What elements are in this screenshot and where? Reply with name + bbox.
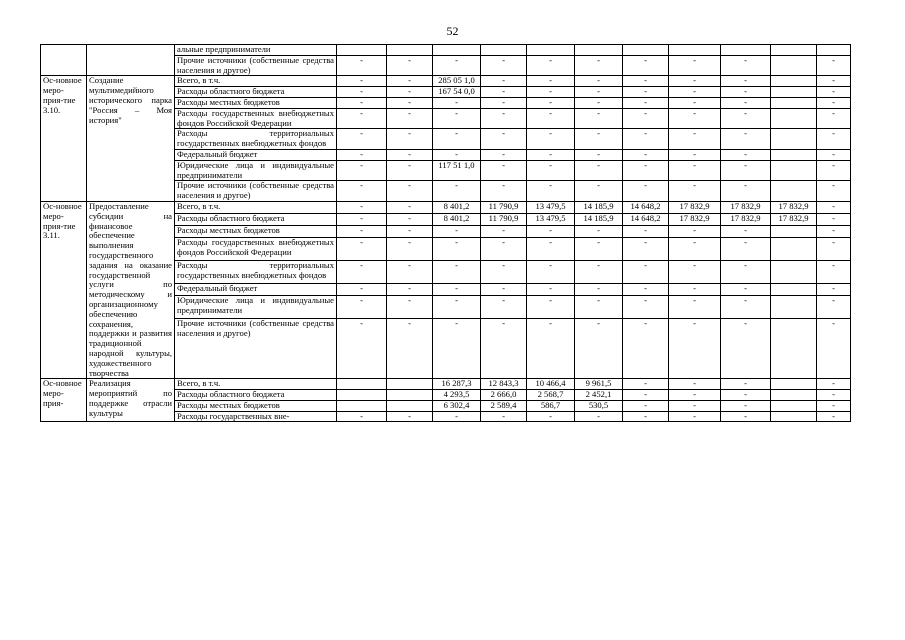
table-cell: Расходы местных бюджетов (175, 97, 337, 108)
table-cell (387, 379, 433, 390)
table-cell (771, 160, 817, 181)
table-cell: - (817, 160, 851, 181)
table-cell: - (817, 296, 851, 319)
table-cell: - (623, 238, 669, 261)
table-cell: - (817, 55, 851, 76)
table-cell: - (721, 149, 771, 160)
table-cell: - (575, 55, 623, 76)
table-row (41, 76, 851, 87)
table-cell: - (721, 400, 771, 411)
table-cell (669, 45, 721, 56)
table-cell: - (669, 76, 721, 87)
table-cell: - (623, 261, 669, 284)
table-cell: 17 832,9 (669, 214, 721, 226)
table-cell: - (387, 129, 433, 150)
table-cell: Всего, в т.ч. (175, 201, 337, 213)
table-cell: - (575, 261, 623, 284)
table-cell (817, 45, 851, 56)
table-cell: - (527, 129, 575, 150)
table-cell: Всего, в т.ч. (175, 76, 337, 87)
table-cell: 2 666,0 (481, 390, 527, 401)
table-cell: - (481, 129, 527, 150)
table-cell: - (817, 319, 851, 379)
table-cell: - (669, 226, 721, 238)
table-cell: - (433, 129, 481, 150)
table-cell: - (527, 55, 575, 76)
table-cell: - (721, 411, 771, 422)
table-cell: - (721, 76, 771, 87)
table-cell (337, 45, 387, 56)
table-cell: - (433, 226, 481, 238)
table-cell: - (575, 160, 623, 181)
table-cell: - (623, 181, 669, 202)
table-cell: Всего, в т.ч. (175, 379, 337, 390)
table-cell (433, 45, 481, 56)
table-cell: 17 832,9 (721, 201, 771, 213)
table-cell: - (337, 214, 387, 226)
table-cell: - (433, 108, 481, 129)
table-cell: - (721, 160, 771, 181)
table-cell: - (721, 296, 771, 319)
table-cell (771, 411, 817, 422)
table-cell: 13 479,5 (527, 214, 575, 226)
table-cell: 8 401,2 (433, 214, 481, 226)
table-cell: - (527, 319, 575, 379)
table-cell: - (817, 214, 851, 226)
table-cell (87, 45, 175, 76)
table-cell: - (623, 296, 669, 319)
table-cell: - (387, 97, 433, 108)
table-cell: - (817, 379, 851, 390)
table-cell: - (623, 226, 669, 238)
table-cell: - (481, 261, 527, 284)
table-cell: - (481, 238, 527, 261)
table-cell: - (527, 284, 575, 296)
table-cell: - (527, 296, 575, 319)
table-cell: - (527, 411, 575, 422)
table-cell: Расходы территориальных государственных внебюджетных фондов (175, 129, 337, 150)
table-cell: - (623, 284, 669, 296)
table-cell (771, 379, 817, 390)
page-number: 52 (446, 24, 459, 38)
table-cell: - (433, 149, 481, 160)
table-cell: 285 05 1,0 (433, 76, 481, 87)
table-cell: - (721, 129, 771, 150)
table-cell: 167 54 0,0 (433, 87, 481, 98)
table-cell: - (669, 149, 721, 160)
table-cell: - (337, 149, 387, 160)
table-cell: - (817, 87, 851, 98)
table-cell: - (575, 411, 623, 422)
table-cell: - (337, 129, 387, 150)
table-cell: - (337, 108, 387, 129)
table-cell: - (817, 201, 851, 213)
table-cell (771, 390, 817, 401)
table-cell: - (481, 160, 527, 181)
table-cell: Расходы местных бюджетов (175, 226, 337, 238)
table-cell: - (721, 261, 771, 284)
table-cell: - (481, 319, 527, 379)
table-cell: 530,5 (575, 400, 623, 411)
table-cell: - (623, 87, 669, 98)
table-cell: - (817, 129, 851, 150)
table-cell: - (669, 261, 721, 284)
table-cell: - (481, 97, 527, 108)
table-cell: - (623, 55, 669, 76)
table-cell: - (721, 319, 771, 379)
table-cell: - (527, 261, 575, 284)
table-cell: - (337, 201, 387, 213)
table-cell: Прочие источники (собственные средства населения и другое) (175, 181, 337, 202)
table-cell: - (623, 390, 669, 401)
table-cell: Прочие источники (собственные средства населения и другое) (175, 55, 337, 76)
table-cell: - (817, 238, 851, 261)
table-cell: - (575, 319, 623, 379)
table-cell: 14 648,2 (623, 214, 669, 226)
table-cell: - (669, 181, 721, 202)
table-cell: - (481, 226, 527, 238)
table-cell: - (527, 160, 575, 181)
table-cell: - (721, 55, 771, 76)
table-cell: - (669, 238, 721, 261)
table-cell: - (527, 149, 575, 160)
table-cell: - (817, 181, 851, 202)
table-cell (771, 296, 817, 319)
budget-table (40, 44, 851, 422)
table-cell: - (669, 390, 721, 401)
table-cell (527, 45, 575, 56)
table-cell (337, 379, 387, 390)
table-cell: - (387, 296, 433, 319)
table-cell (771, 238, 817, 261)
table-cell: - (337, 55, 387, 76)
table-cell: 586,7 (527, 400, 575, 411)
table-cell: - (481, 76, 527, 87)
table-row (41, 201, 851, 213)
table-cell (771, 87, 817, 98)
table-cell: - (575, 284, 623, 296)
table-cell (771, 97, 817, 108)
table-cell: - (669, 129, 721, 150)
table-cell: - (527, 87, 575, 98)
table-cell: - (387, 87, 433, 98)
table-cell: - (669, 400, 721, 411)
table-cell: - (575, 97, 623, 108)
table-cell: Юридические лица и индивидуальные предприниматели (175, 160, 337, 181)
measure-code-cell: Ос-новное меро-прия-тие 3.11. (41, 201, 87, 378)
table-cell: - (817, 108, 851, 129)
table-cell: - (337, 296, 387, 319)
table-cell: - (575, 296, 623, 319)
table-cell: - (481, 55, 527, 76)
table-cell: - (575, 87, 623, 98)
table-cell: - (433, 97, 481, 108)
table-cell (771, 76, 817, 87)
table-cell: - (575, 149, 623, 160)
table-cell: - (527, 97, 575, 108)
measure-code-cell: Ос-новное меро-прия-тие 3.10. (41, 76, 87, 202)
table-cell: - (481, 296, 527, 319)
table-cell: - (575, 181, 623, 202)
table-cell: 11 790,9 (481, 201, 527, 213)
table-cell: 10 466,4 (527, 379, 575, 390)
table-cell: - (527, 76, 575, 87)
table-cell (771, 261, 817, 284)
table-cell: - (387, 411, 433, 422)
table-cell: - (337, 160, 387, 181)
table-cell: - (433, 181, 481, 202)
table-cell: 13 479,5 (527, 201, 575, 213)
table-cell: - (817, 226, 851, 238)
table-cell: - (575, 76, 623, 87)
table-cell: альные предприниматели (175, 45, 337, 56)
measure-code-cell: Ос-новное меро-прия- (41, 379, 87, 422)
table-cell: 2 452,1 (575, 390, 623, 401)
table-cell: - (481, 411, 527, 422)
table-cell: - (721, 284, 771, 296)
table-cell: - (721, 238, 771, 261)
table-row (41, 45, 851, 56)
table-cell: - (337, 238, 387, 261)
table-cell (771, 319, 817, 379)
table-cell: - (337, 411, 387, 422)
table-cell: - (669, 284, 721, 296)
table-cell: 6 302,4 (433, 400, 481, 411)
table-cell: - (337, 181, 387, 202)
table-cell: 16 287,3 (433, 379, 481, 390)
table-cell: - (433, 296, 481, 319)
table-cell: - (433, 319, 481, 379)
measure-name-cell: Реализация мероприятий по поддержке отрасли культуры (87, 379, 175, 422)
table-cell: - (623, 76, 669, 87)
table-cell: 17 832,9 (771, 214, 817, 226)
table-cell: - (527, 108, 575, 129)
table-cell: - (721, 181, 771, 202)
table-cell (41, 45, 87, 76)
table-cell: - (669, 160, 721, 181)
table-cell: 17 832,9 (721, 214, 771, 226)
table-cell (771, 45, 817, 56)
table-cell: - (337, 97, 387, 108)
table-cell: - (575, 238, 623, 261)
table-cell: - (669, 411, 721, 422)
table-cell: 11 790,9 (481, 214, 527, 226)
table-cell: - (575, 129, 623, 150)
table-cell (387, 45, 433, 56)
table-cell: - (817, 284, 851, 296)
table-cell: - (721, 226, 771, 238)
table-cell: - (721, 390, 771, 401)
table-cell: Расходы областного бюджета (175, 87, 337, 98)
table-cell: Расходы областного бюджета (175, 390, 337, 401)
table-cell: - (387, 238, 433, 261)
table-cell (771, 284, 817, 296)
table-cell: - (387, 214, 433, 226)
table-cell: - (337, 261, 387, 284)
table-cell (771, 129, 817, 150)
table-cell: - (481, 108, 527, 129)
table-cell: - (481, 87, 527, 98)
table-cell: - (721, 97, 771, 108)
table-cell: - (817, 261, 851, 284)
table-row (41, 379, 851, 390)
table-cell: - (623, 379, 669, 390)
table-cell: - (575, 226, 623, 238)
table-cell: Расходы территориальных государственных внебюджетных фондов (175, 261, 337, 284)
table-cell (623, 45, 669, 56)
table-cell: - (623, 400, 669, 411)
table-cell: Расходы государственных вне- (175, 411, 337, 422)
table-cell: - (817, 97, 851, 108)
table-cell: - (387, 319, 433, 379)
table-cell: Прочие источники (собственные средства населения и другое) (175, 319, 337, 379)
table-cell (771, 108, 817, 129)
table-cell: - (721, 108, 771, 129)
table-cell (771, 226, 817, 238)
table-cell: - (527, 226, 575, 238)
table-cell: Федеральный бюджет (175, 149, 337, 160)
table-cell: - (817, 76, 851, 87)
table-cell: - (387, 149, 433, 160)
table-cell: - (817, 149, 851, 160)
table-cell: - (623, 108, 669, 129)
table-cell: - (337, 319, 387, 379)
table-cell: - (721, 379, 771, 390)
table-cell: - (387, 160, 433, 181)
table-cell: - (481, 149, 527, 160)
table-cell: - (387, 55, 433, 76)
table-cell: - (669, 319, 721, 379)
table-cell: - (433, 411, 481, 422)
table-cell: - (387, 201, 433, 213)
table-cell (771, 55, 817, 76)
table-cell: 14 185,9 (575, 201, 623, 213)
table-cell: - (817, 400, 851, 411)
table-cell: - (623, 160, 669, 181)
table-cell (575, 45, 623, 56)
table-cell (387, 400, 433, 411)
table-cell: - (623, 411, 669, 422)
table-cell: 17 832,9 (669, 201, 721, 213)
table-cell: - (817, 390, 851, 401)
table-cell: 2 589,4 (481, 400, 527, 411)
table-cell: - (721, 87, 771, 98)
table-cell: - (527, 181, 575, 202)
table-cell: - (623, 319, 669, 379)
table-cell: - (433, 284, 481, 296)
table-cell: - (433, 238, 481, 261)
table-cell: - (387, 261, 433, 284)
table-cell: - (387, 76, 433, 87)
table-cell: Расходы государственных внебюджетных фондов Российской Федерации (175, 238, 337, 261)
table-cell: 14 648,2 (623, 201, 669, 213)
measure-name-cell: Создание мультимедийного исторического парка "Россия – Моя история" (87, 76, 175, 202)
table-cell: - (433, 261, 481, 284)
table-cell: - (337, 76, 387, 87)
table-cell: 14 185,9 (575, 214, 623, 226)
table-cell: - (623, 149, 669, 160)
table-cell (771, 181, 817, 202)
table-cell: - (337, 284, 387, 296)
table-cell (771, 149, 817, 160)
table-cell: - (669, 87, 721, 98)
table-cell: - (817, 411, 851, 422)
table-cell: - (387, 181, 433, 202)
table-cell: - (527, 238, 575, 261)
table-cell (387, 390, 433, 401)
table-cell: Юридические лица и индивидуальные предприниматели (175, 296, 337, 319)
table-cell: Расходы местных бюджетов (175, 400, 337, 411)
table-cell (337, 390, 387, 401)
table-cell: - (669, 296, 721, 319)
measure-name-cell: Предоставление субсидии на финансовое обеспечение выполнения государственного задания на оказание государственной услуги по методическому и организационному обеспечению сохранения, поддержки и развития традиционной народной культуры, художественного творчества (87, 201, 175, 378)
table-cell (481, 45, 527, 56)
table-cell: 17 832,9 (771, 201, 817, 213)
table-cell: Расходы областного бюджета (175, 214, 337, 226)
table-cell: - (387, 108, 433, 129)
table-cell (337, 400, 387, 411)
table-cell: 117 51 1,0 (433, 160, 481, 181)
table-cell: - (337, 87, 387, 98)
table-cell (771, 400, 817, 411)
table-cell: - (669, 97, 721, 108)
table-cell: - (433, 55, 481, 76)
table-cell: - (623, 97, 669, 108)
table-cell: 2 568,7 (527, 390, 575, 401)
table-cell: - (669, 108, 721, 129)
table-cell: - (387, 226, 433, 238)
table-cell: - (481, 181, 527, 202)
table-cell: Федеральный бюджет (175, 284, 337, 296)
table-cell: 9 961,5 (575, 379, 623, 390)
table-cell (721, 45, 771, 56)
table-cell: - (575, 108, 623, 129)
table-cell: Расходы государственных внебюджетных фондов Российской Федерации (175, 108, 337, 129)
table-cell: - (623, 129, 669, 150)
table-cell: - (481, 284, 527, 296)
table-cell: - (337, 226, 387, 238)
table-cell: 8 401,2 (433, 201, 481, 213)
table-cell: 12 843,3 (481, 379, 527, 390)
table-cell: 4 293,5 (433, 390, 481, 401)
table-cell: - (387, 284, 433, 296)
table-cell: - (669, 55, 721, 76)
table-cell: - (669, 379, 721, 390)
